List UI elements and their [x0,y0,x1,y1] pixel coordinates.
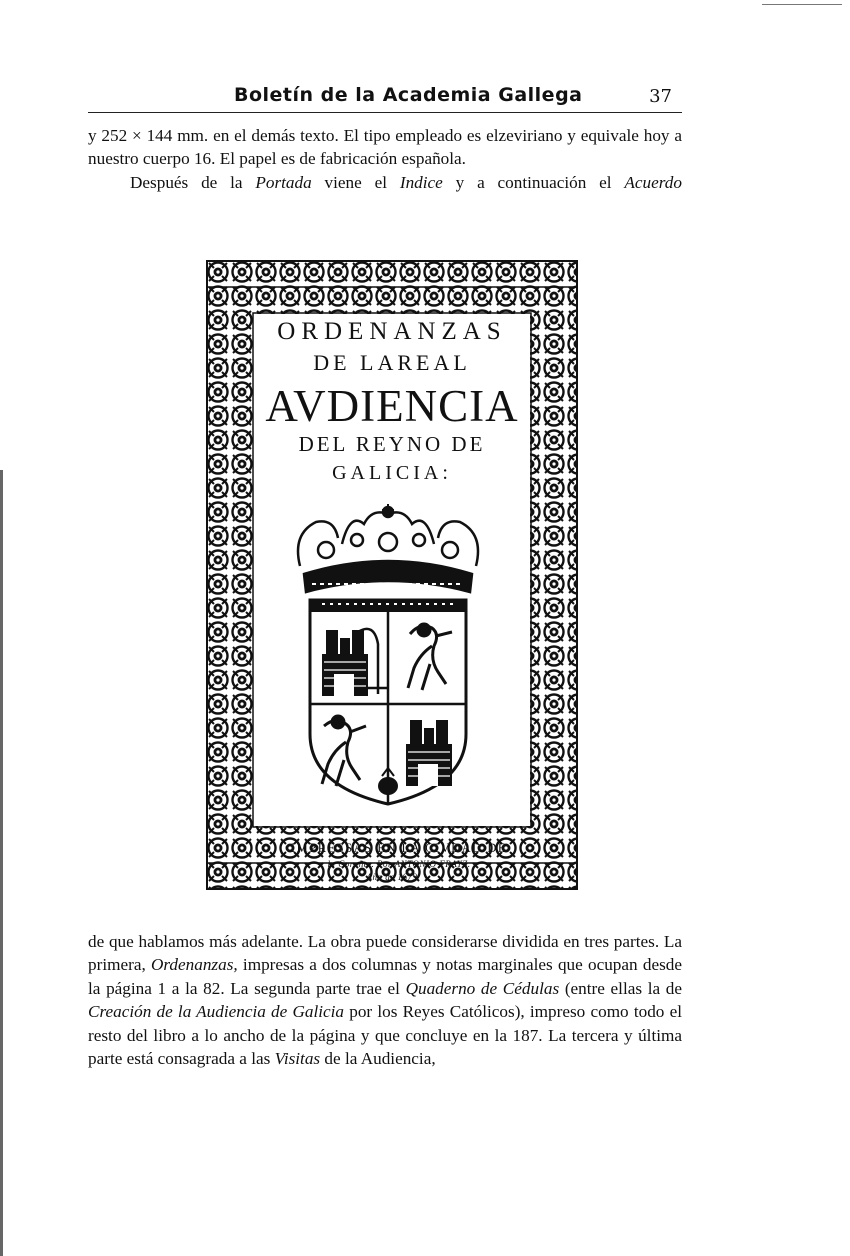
paragraph-intro [88,124,682,194]
page-number: 37 [649,86,672,107]
paragraph-after-title [88,171,682,194]
imprint-year: Año de 1679 [366,872,418,882]
text-segment: impresas a dos columnas y notas marginales que ocupan desde la página 1 a la 82. La segunda parte trae el [88,955,682,998]
journal-title: Boletín de la Academia Gallega [234,84,583,106]
castle-icon [322,630,368,696]
facsimile-title-line-4: DEL REYNO DE [298,432,486,456]
facsimile-title-line-1: ORDENANZAS [277,318,507,345]
castle-icon [406,720,452,786]
text-segment: Después de la [130,172,256,192]
italic-term: Creación de la Audiencia de Galicia [88,1002,345,1022]
text-segment: de que hablamos más adelante. La obra puede considerarse dividida en tres partes. La primera, [88,932,682,975]
italic-term: Portada [255,172,312,192]
scan-mark [762,4,842,5]
imprint-city: IMPRESSAS EN LA CIVDAD DE [291,841,507,855]
text-segment: × 144 mm. en el demás texto. El tipo empleado es elzeviriano y equivale hoy a nuestro cuerpo 16. El papel es de fabricación española. [88,126,682,169]
text-segment: de la Audiencia, [320,1049,436,1069]
facsimile-title-line-2: DE LAREAL [313,350,471,375]
text-segment: por los Reyes Católicos), impreso como todo el resto del libro a lo ancho de la página y que concluye en la 187. La tercera y última parte está consagrada a las [88,1002,682,1069]
text-segment: y a continuación el [442,172,625,192]
page-edge-shadow [0,470,3,1256]
title-panel [254,314,530,882]
text-segment: (entre ellas la de [559,978,682,998]
facsimile-title-line-5: GALICIA: [332,462,452,484]
title-page-facsimile [206,260,578,890]
text-segment: viene el [311,172,400,192]
crown-icon [298,504,478,592]
facsimile-title-line-3: AVDIENCIA [265,381,519,431]
paragraph-continuation [88,930,682,1070]
italic-term: Visitas [274,1049,321,1069]
imprint-printer: la Coruña . Por ANTONIO FRAYZ. [327,859,471,869]
italic-term: Acuerdo [624,172,682,192]
italic-term: Ordenanzas, [150,955,238,975]
coat-of-arms-icon [282,504,494,812]
italic-term: Quaderno de Cédulas [405,978,560,998]
italic-term: Indice [399,172,443,192]
text-segment: y 252 [88,126,133,145]
running-header [88,84,682,113]
